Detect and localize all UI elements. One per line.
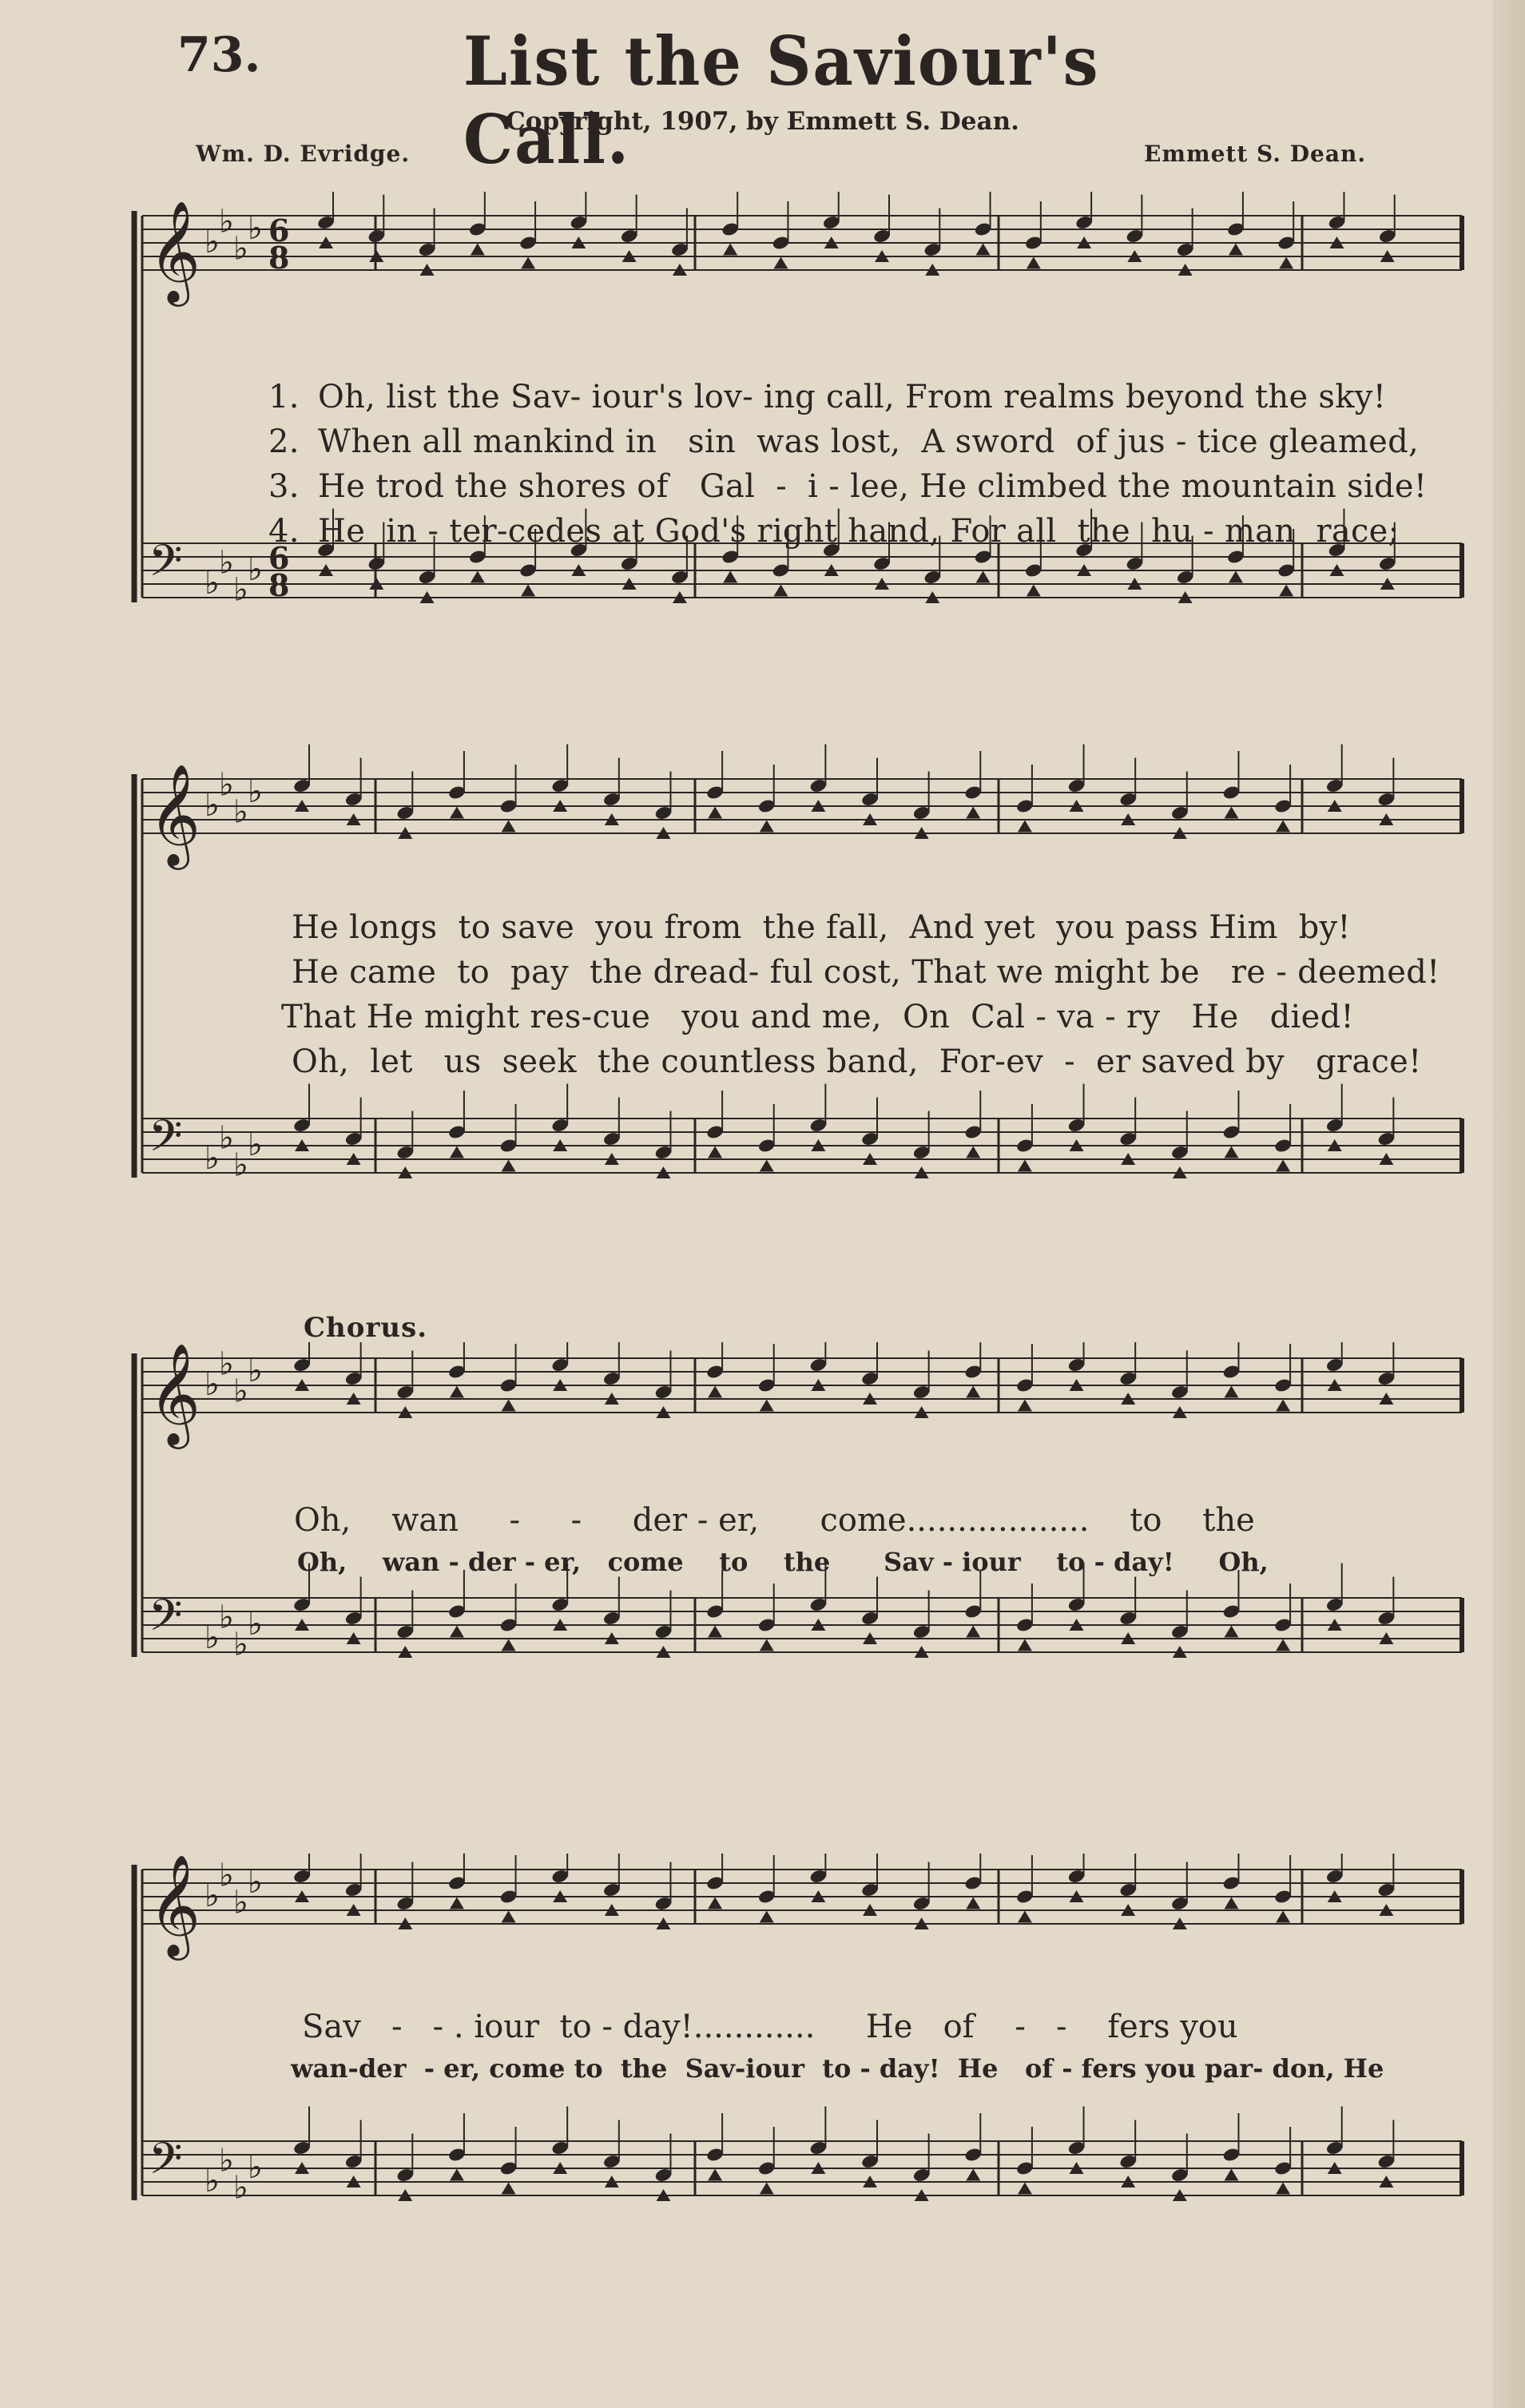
verse-line-1: 1. Oh, list the Sav- iour's lov- ing call, From realms beyond the sky! <box>268 379 1387 415</box>
shape-note-head <box>1027 257 1041 269</box>
flat-sign-icon: ♭ <box>205 224 220 260</box>
flat-sign-icon: ♭ <box>248 1127 263 1163</box>
shape-note-head <box>1224 2169 1238 2181</box>
flat-sign-icon: ♭ <box>219 2142 234 2180</box>
shape-note-head <box>760 1639 774 1651</box>
verse-line-b3: That He might res-cue you and me, On Cal - va - ry He died! <box>281 999 1354 1035</box>
shape-note-head <box>1224 1386 1238 1398</box>
shape-note-head <box>708 1897 722 1909</box>
shape-note-head <box>1018 1911 1032 1923</box>
shape-note-head <box>966 807 980 819</box>
shape-note-head <box>1276 1160 1290 1172</box>
bass-clef-icon: 𝄢 <box>149 1111 183 1172</box>
shape-note-head <box>450 807 464 819</box>
shape-note-head <box>708 2169 722 2181</box>
hymn-title: List the Saviour's Call. <box>463 22 1100 180</box>
flat-sign-icon: ♭ <box>205 565 220 602</box>
flat-sign-icon: ♭ <box>205 1366 220 1403</box>
treble-clef-icon: 𝄞 <box>149 1342 201 1444</box>
verse-line-4: 4. He in - ter-cedes at God's right hand, For all the hu - man race; <box>268 513 1400 550</box>
shape-note-head <box>1276 2183 1290 2195</box>
time-signature-top: 6 <box>268 540 290 576</box>
chorus-line-2: Sav - - . iour to - day!............ He of - - fers you <box>302 2009 1238 2045</box>
flat-sign-icon: ♭ <box>205 2163 220 2199</box>
flat-sign-icon: ♭ <box>219 1857 234 1894</box>
flat-sign-icon: ♭ <box>233 2169 248 2207</box>
shape-note-head <box>1224 1626 1238 1638</box>
shape-note-head <box>1018 821 1032 832</box>
verse-line-3: 3. He trod the shores of Gal - i - lee, He climbed the mountain side! <box>268 468 1428 505</box>
shape-note-head <box>1018 1400 1032 1412</box>
flat-sign-icon: ♭ <box>248 1864 263 1901</box>
flat-sign-icon: ♭ <box>248 210 263 247</box>
flat-sign-icon: ♭ <box>233 230 248 268</box>
shape-note-head <box>1018 2183 1032 2195</box>
flat-sign-icon: ♭ <box>219 766 234 804</box>
shape-note-head <box>1276 1400 1290 1412</box>
flat-sign-icon: ♭ <box>248 551 263 588</box>
shape-note-head <box>471 244 485 256</box>
shape-note-head <box>723 571 737 583</box>
shape-note-head <box>450 2169 464 2181</box>
flat-sign-icon: ♭ <box>233 793 248 831</box>
treble-clef-icon: 𝄞 <box>149 763 201 865</box>
shape-note-head <box>773 257 788 269</box>
copyright-notice: Copyright, 1907, by Emmett S. Dean. <box>506 107 1019 136</box>
shape-note-head <box>708 1386 722 1398</box>
lyricist-credit: Wm. D. Evridge. <box>196 141 411 167</box>
shape-note-head <box>521 585 535 597</box>
shape-note-head <box>1276 1639 1290 1651</box>
shape-note-head <box>966 1146 980 1158</box>
shape-note-head <box>760 2183 774 2195</box>
shape-note-head <box>1224 1897 1238 1909</box>
shape-note-head <box>760 821 774 832</box>
shape-note-head <box>966 1626 980 1638</box>
shape-note-head <box>450 1897 464 1909</box>
shape-note-head <box>760 1911 774 1923</box>
flat-sign-icon: ♭ <box>205 1140 220 1177</box>
shape-note-head <box>1229 244 1243 256</box>
flat-sign-icon: ♭ <box>233 1146 248 1184</box>
time-signature-top: 6 <box>268 213 290 248</box>
shape-note-head <box>1224 1146 1238 1158</box>
shape-note-head <box>521 257 535 269</box>
shape-note-head <box>450 1386 464 1398</box>
shape-note-head <box>760 1160 774 1172</box>
shape-note-head <box>1279 257 1293 269</box>
shape-note-head <box>471 571 485 583</box>
shape-note-head <box>1279 585 1293 597</box>
shape-note-head <box>1027 585 1041 597</box>
flat-sign-icon: ♭ <box>219 1345 234 1383</box>
flat-sign-icon: ♭ <box>233 571 248 609</box>
shape-note-head <box>976 244 991 256</box>
flat-sign-icon: ♭ <box>248 1606 263 1643</box>
shape-note-head <box>760 1400 774 1412</box>
shape-note-head <box>708 807 722 819</box>
chorus-label: Chorus. <box>304 1312 428 1344</box>
chorus-line-1: Oh, wan - - der - er, come.................. to the <box>294 1502 1255 1539</box>
bass-clef-icon: 𝄢 <box>149 535 183 597</box>
shape-note-head <box>502 1911 516 1923</box>
flat-sign-icon: ♭ <box>205 1878 220 1914</box>
time-signature-bottom: 8 <box>268 240 290 276</box>
shape-note-head <box>966 2169 980 2181</box>
bass-clef-icon: 𝄢 <box>149 2133 183 2195</box>
shape-note-head <box>502 1160 516 1172</box>
flat-sign-icon: ♭ <box>248 1353 263 1389</box>
shape-note-head <box>966 1386 980 1398</box>
treble-clef-icon: 𝄞 <box>149 1854 201 1956</box>
treble-clef-icon: 𝄞 <box>149 200 201 302</box>
shape-note-head <box>502 1400 516 1412</box>
shape-note-head <box>708 1626 722 1638</box>
shape-note-head <box>502 821 516 832</box>
verse-line-2: 2. When all mankind in sin was lost, A sword of jus - tice gleamed, <box>268 423 1420 460</box>
flat-sign-icon: ♭ <box>205 787 220 824</box>
verse-line-b2: He came to pay the dread- ful cost, That we might be re - deemed! <box>292 954 1440 991</box>
shape-note-head <box>1018 1160 1032 1172</box>
bass-clef-icon: 𝄢 <box>149 1590 183 1651</box>
shape-note-head <box>502 1639 516 1651</box>
shape-note-head <box>966 1897 980 1909</box>
composer-credit: Emmett S. Dean. <box>1144 141 1367 167</box>
flat-sign-icon: ♭ <box>219 1599 234 1636</box>
flat-sign-icon: ♭ <box>248 2149 263 2186</box>
chorus-line-2-alto: wan-der - er, come to the Sav-iour to - day! He of - fers you par- don, He <box>291 2053 1384 2084</box>
flat-sign-icon: ♭ <box>233 1626 248 1663</box>
flat-sign-icon: ♭ <box>219 544 234 582</box>
verse-line-b4: Oh, let us seek the countless band, For-ev - er saved by grace! <box>292 1043 1422 1080</box>
shape-note-head <box>502 2183 516 2195</box>
chorus-line-1-alto: Oh, wan - der - er, come to the Sav - iour to - day! Oh, <box>297 1547 1269 1577</box>
shape-note-head <box>450 1626 464 1638</box>
flat-sign-icon: ♭ <box>219 1119 234 1157</box>
verse-line-b1: He longs to save you from the fall, And yet you pass Him by! <box>292 909 1351 946</box>
shape-note-head <box>773 585 788 597</box>
shape-note-head <box>1229 571 1243 583</box>
time-signature-bottom: 8 <box>268 567 290 603</box>
shape-note-head <box>1018 1639 1032 1651</box>
flat-sign-icon: ♭ <box>233 1884 248 1921</box>
flat-sign-icon: ♭ <box>233 1373 248 1410</box>
shape-note-head <box>723 244 737 256</box>
flat-sign-icon: ♭ <box>205 1619 220 1656</box>
shape-note-head <box>1276 821 1290 832</box>
shape-note-head <box>1224 807 1238 819</box>
shape-note-head <box>976 571 991 583</box>
hymn-number: 73. <box>177 27 261 83</box>
shape-note-head <box>708 1146 722 1158</box>
flat-sign-icon: ♭ <box>248 773 263 810</box>
shape-note-head <box>450 1146 464 1158</box>
flat-sign-icon: ♭ <box>219 203 234 240</box>
shape-note-head <box>1276 1911 1290 1923</box>
